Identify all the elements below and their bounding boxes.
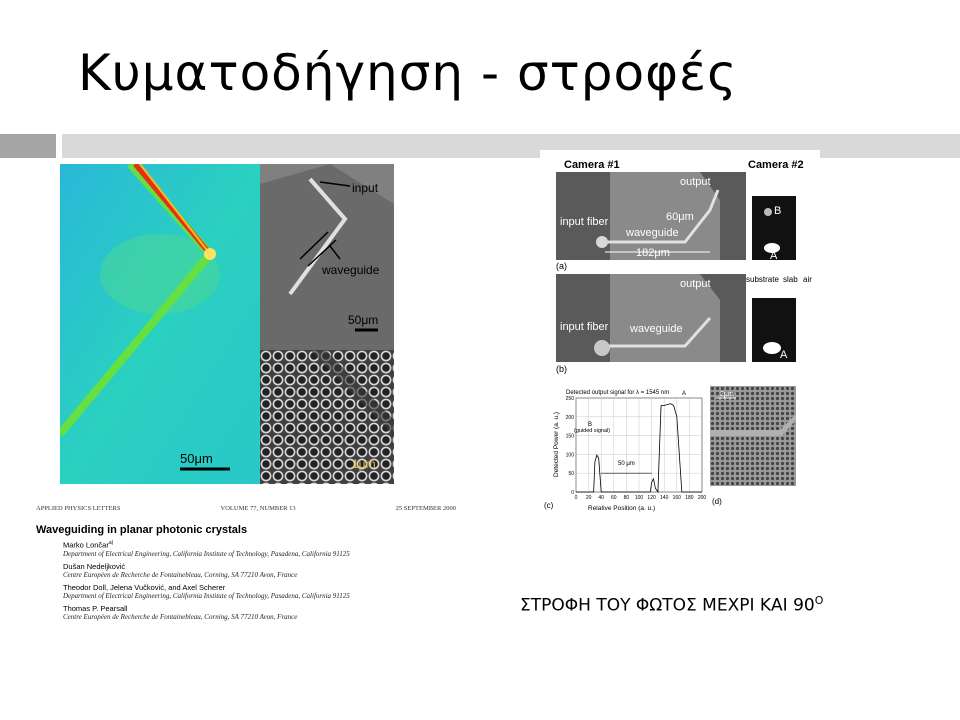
- x-tick-label: 180: [685, 495, 694, 501]
- panel-d-label: (d): [712, 497, 722, 506]
- slide-caption: ΣΤΡΟΦΗ ΤΟΥ ΦΩΤΟΣ ΜΕΧΡΙ ΚΑΙ $90^O$: [520, 594, 824, 616]
- x-tick-label: 0: [574, 495, 578, 501]
- x-tick-label: 100: [634, 495, 644, 501]
- marker-a2: A: [780, 349, 788, 361]
- chart-annotation-a: A: [682, 391, 687, 397]
- author-4: Thomas P. Pearsall: [63, 603, 128, 613]
- chart-ylabel: Detected Power (a. u.): [553, 411, 560, 477]
- camera1-label: Camera #1: [564, 159, 620, 171]
- waveguide-label-a: waveguide: [626, 227, 679, 239]
- camera-panels: [540, 150, 820, 390]
- chart-title: Detected output signal for λ = 1545 nm: [566, 390, 670, 396]
- y-tick-label: 100: [565, 452, 574, 459]
- x-tick-label: 160: [672, 495, 681, 501]
- x-tick-label: 200: [697, 495, 707, 501]
- y-tick-label: 0: [571, 490, 574, 496]
- photonic-lattice-image: [260, 350, 394, 484]
- input-label: input: [352, 181, 379, 195]
- chart-annotation-50um: 50 μm: [618, 461, 635, 467]
- title-divider-left: [0, 134, 56, 158]
- input-fiber-label-a: input fiber: [560, 216, 609, 228]
- sixty-um-label: 60μm: [666, 211, 694, 223]
- paper-header: [36, 505, 456, 621]
- chart-annotation-b: B: [588, 422, 593, 428]
- y-tick-label: 50: [568, 471, 574, 478]
- y-tick-label: 250: [565, 396, 574, 402]
- sem-lattice-d: [710, 386, 796, 486]
- x-tick-label: 140: [660, 495, 669, 501]
- author-1: Marko Lončar$^{a)}$: [63, 540, 114, 550]
- y-tick-label: 200: [565, 414, 574, 421]
- waveguide-label-b: waveguide: [630, 323, 683, 335]
- thermal-image: [60, 164, 260, 484]
- panel-a-label: (a): [556, 261, 567, 271]
- affil-2: Centre Européen de Recherche de Fontainebleau, Corning, SA 77210 Avon, France: [63, 570, 298, 579]
- chart-annotation-guided: (guided signal): [574, 428, 611, 434]
- marker-b: B: [774, 205, 782, 217]
- x-tick-label: 80: [623, 495, 630, 501]
- panel-b-label: (b): [556, 364, 567, 374]
- affil-4: Centre Européen de Recherche de Fontainebleau, Corning, SA 77210 Avon, France: [63, 612, 298, 621]
- x-tick-label: 20: [585, 495, 592, 501]
- panel-c-label: (c): [544, 501, 554, 510]
- detected-signal-chart: [540, 382, 710, 512]
- x-tick-label: 40: [598, 495, 604, 501]
- lattice-scale-label: 1μm: [352, 457, 376, 471]
- left-scale-label: 50μm: [180, 451, 213, 466]
- y-tick-label: 150: [565, 433, 574, 440]
- affil-3: Department of Electrical Engineering, California Institute of Technology, Pasadena, California 91125: [63, 591, 350, 600]
- slide-title: Κυματοδήγηση - στροφές: [78, 44, 738, 102]
- sem-d-scale: 2μm: [720, 391, 734, 398]
- slab-label: slab: [783, 275, 798, 284]
- air-label: air: [803, 275, 812, 284]
- substrate-label: substrate: [746, 275, 779, 284]
- camera2-label: Camera #2: [748, 159, 804, 171]
- width-182-label: 182μm: [636, 247, 670, 259]
- chart-xlabel: Relative Position (a. u.): [588, 505, 656, 512]
- x-tick-label: 120: [647, 495, 656, 501]
- journal-date: 25 SEPTEMBER 2000: [395, 505, 456, 512]
- input-fiber-label-b: input fiber: [560, 321, 609, 333]
- marker-a1: A: [770, 250, 778, 262]
- sem-scale-label: 50μm: [348, 313, 379, 327]
- journal-volume: VOLUME 77, NUMBER 13: [220, 505, 296, 512]
- affil-1: Department of Electrical Engineering, California Institute of Technology, Pasadena, California 91125: [63, 549, 350, 558]
- paper-title: Waveguiding in planar photonic crystals: [36, 524, 248, 536]
- author-3: Theodor Doll, Jelena Vučković, and Axel Scherer: [63, 582, 226, 592]
- waveguide-label: waveguide: [322, 263, 380, 277]
- output-label-b: output: [680, 278, 711, 290]
- title-divider-right: [62, 134, 960, 158]
- journal-name: APPLIED PHYSICS LETTERS: [36, 505, 121, 512]
- author-2: Dušan Nedeljković: [63, 561, 126, 571]
- sem-waveguide-image: [260, 164, 394, 350]
- output-label-a: output: [680, 176, 711, 188]
- x-tick-label: 60: [611, 495, 617, 501]
